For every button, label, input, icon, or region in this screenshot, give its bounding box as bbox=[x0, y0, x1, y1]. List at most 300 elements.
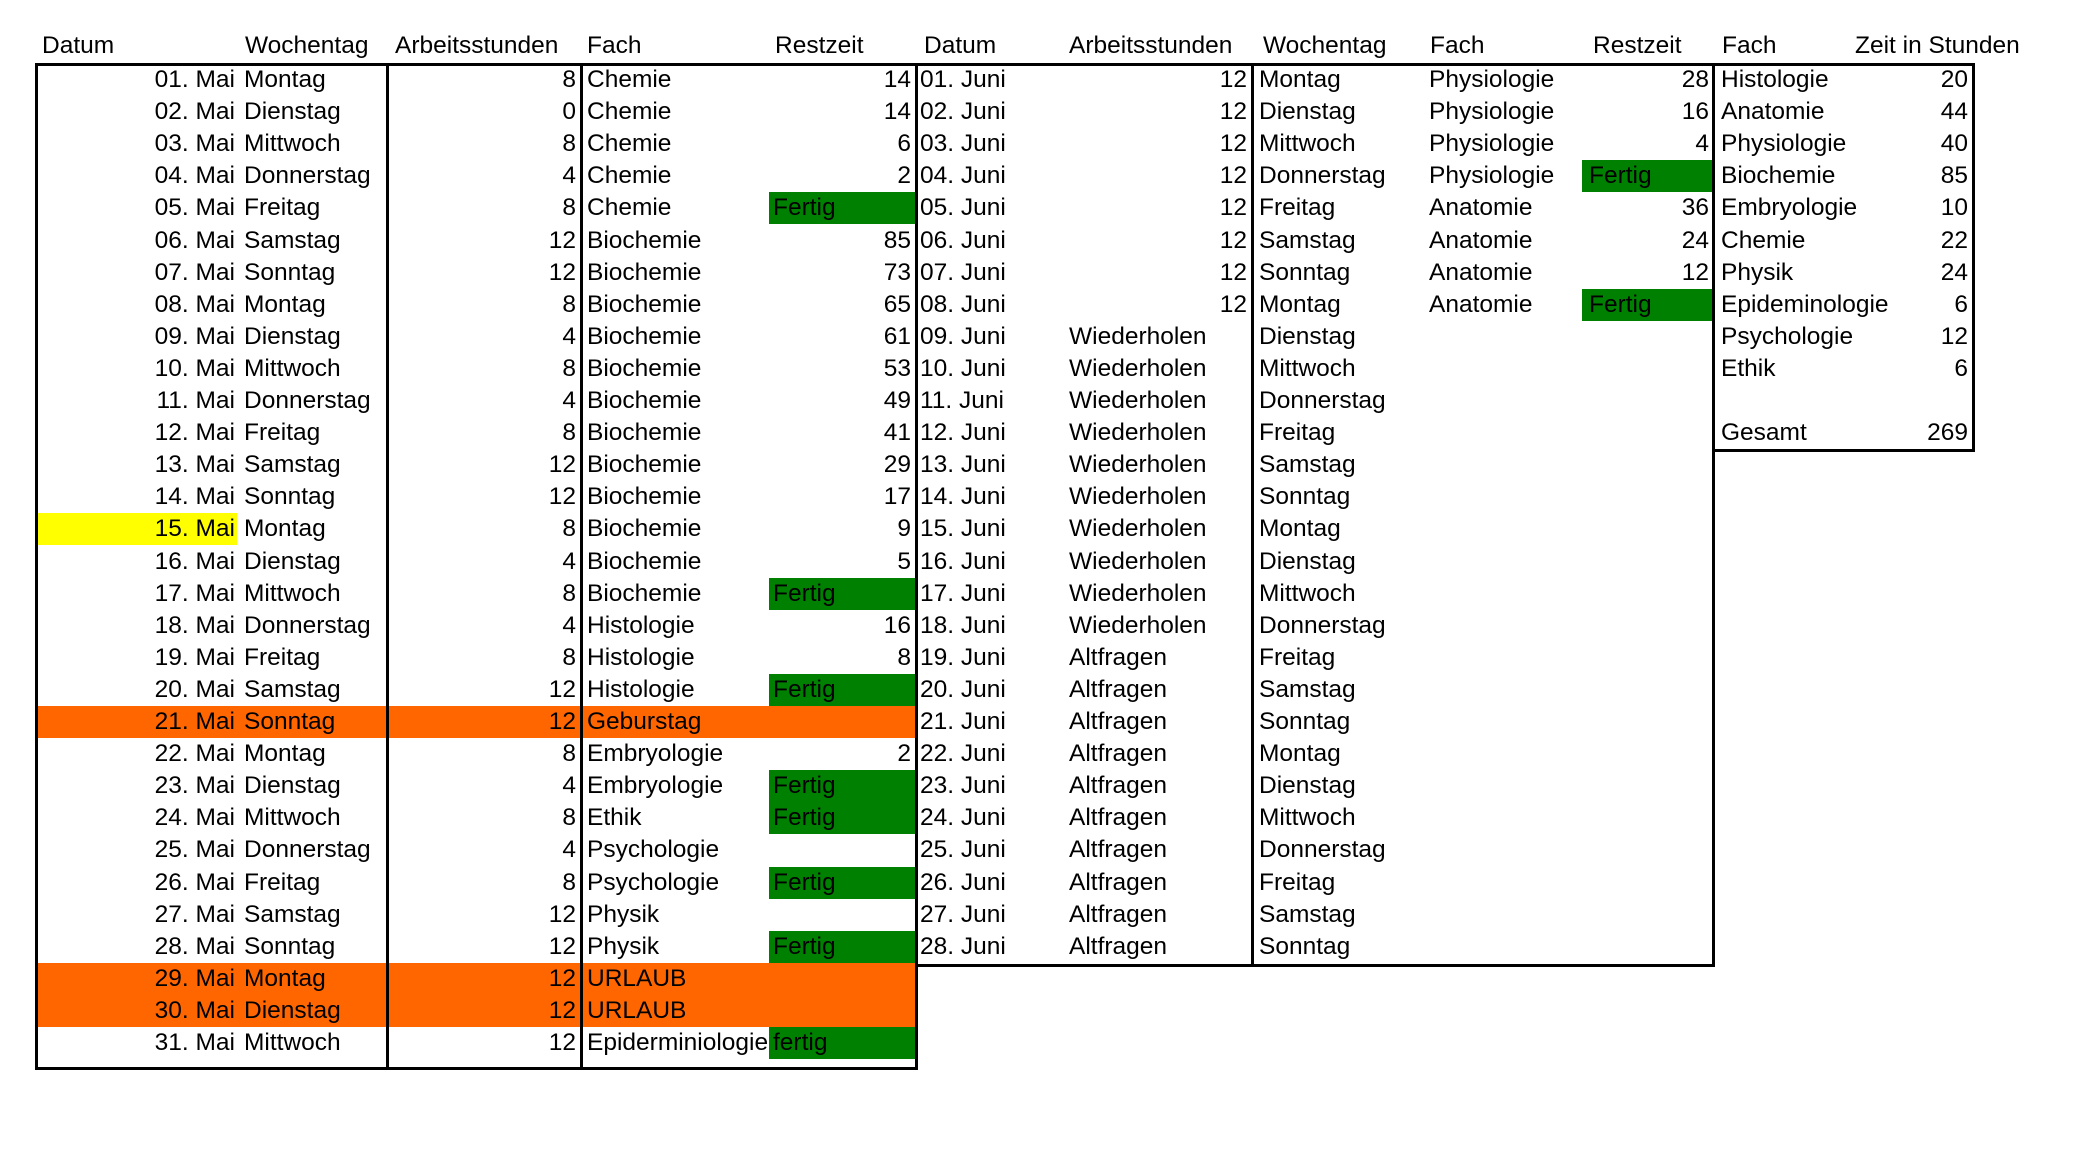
juni-restzeit-cell bbox=[1589, 610, 1709, 641]
juni-mid-cell: Altfragen bbox=[1069, 675, 1168, 703]
summary-fach-cell: Epideminologie bbox=[1721, 290, 1889, 318]
juni-fach-cell: Anatomie bbox=[1429, 226, 1533, 254]
mai-datum-cell: 08. Mai bbox=[154, 290, 235, 318]
juni-datum-cell: 17. Juni bbox=[920, 579, 1006, 607]
mai-datum-cell: 21. Mai bbox=[154, 708, 235, 735]
mai-fach-cell: Biochemie bbox=[587, 483, 702, 511]
mai-restzeit-cell: Fertig bbox=[773, 932, 836, 960]
mai-restzeit-cell: Fertig bbox=[773, 579, 836, 607]
mai-datum-cell: 13. Mai bbox=[154, 451, 235, 479]
mai-datum-cell: 05. Mai bbox=[154, 194, 235, 222]
mai-fach-cell: Ethik bbox=[587, 804, 642, 832]
mai-header-datum: Datum bbox=[42, 32, 115, 59]
mai-stunden-cell: 4 bbox=[562, 322, 576, 350]
mai-table-right-border bbox=[915, 63, 918, 1070]
mai-datum-cell: 25. Mai bbox=[154, 836, 235, 864]
juni-restzeit-cell bbox=[1589, 642, 1709, 673]
summary-zeit-cell: 24 bbox=[1940, 258, 1968, 286]
juni-restzeit-cell: 12 bbox=[1681, 258, 1709, 286]
juni-mid-cell: Altfragen bbox=[1069, 740, 1168, 768]
mai-restzeit-cell: 16 bbox=[883, 611, 911, 639]
juni-fach-cell bbox=[1429, 867, 1579, 898]
mai-fach-cell: Biochemie bbox=[587, 419, 702, 447]
mai-wochentag-cell: Freitag bbox=[244, 419, 321, 447]
juni-datum-cell: 21. Juni bbox=[920, 708, 1006, 735]
mai-restzeit-cell: 61 bbox=[883, 322, 911, 350]
mai-wochentag-cell: Samstag bbox=[244, 226, 341, 254]
mai-wochentag-cell: Samstag bbox=[244, 900, 341, 928]
juni-datum-cell: 22. Juni bbox=[920, 740, 1006, 768]
mai-fach-cell: Chemie bbox=[587, 66, 672, 93]
mai-fach-cell: Histologie bbox=[587, 643, 695, 671]
juni-fach-cell bbox=[1429, 802, 1579, 833]
mai-datum-cell: 24. Mai bbox=[154, 804, 235, 832]
juni-mid-cell: 12 bbox=[1219, 98, 1247, 126]
mai-datum-cell: 11. Mai bbox=[156, 387, 235, 414]
juni-restzeit-cell: 28 bbox=[1681, 66, 1709, 93]
juni-wochentag-cell: Samstag bbox=[1259, 226, 1356, 254]
mai-stunden-cell: 12 bbox=[548, 675, 576, 703]
juni-wochentag-cell: Samstag bbox=[1259, 675, 1356, 703]
mai-stunden-cell: 0 bbox=[562, 98, 576, 126]
summary-total-value: 269 bbox=[1927, 419, 1968, 447]
juni-mid-cell: 12 bbox=[1219, 290, 1247, 318]
juni-table-divider bbox=[1251, 63, 1254, 967]
mai-fach-cell: Biochemie bbox=[587, 354, 702, 382]
juni-wochentag-cell: Freitag bbox=[1259, 194, 1336, 222]
mai-header-restzeit: Restzeit bbox=[775, 32, 864, 59]
juni-mid-cell: 12 bbox=[1219, 66, 1247, 93]
juni-datum-cell: 28. Juni bbox=[920, 932, 1006, 960]
summary-fach-cell: Biochemie bbox=[1721, 162, 1836, 190]
mai-stunden-cell: 12 bbox=[548, 258, 576, 286]
mai-datum-cell: 03. Mai bbox=[154, 130, 235, 158]
summary-header-fach: Fach bbox=[1722, 32, 1777, 59]
mai-wochentag-cell: Dienstag bbox=[244, 322, 341, 350]
mai-wochentag-cell: Sonntag bbox=[244, 708, 336, 735]
juni-datum-cell: 07. Juni bbox=[920, 258, 1006, 286]
juni-restzeit-cell bbox=[1589, 770, 1709, 801]
juni-mid-cell: Altfragen bbox=[1069, 772, 1168, 800]
summary-fach-cell: Embryologie bbox=[1721, 194, 1858, 222]
mai-wochentag-cell: Freitag bbox=[244, 643, 321, 671]
mai-fach-cell: Biochemie bbox=[587, 547, 702, 575]
mai-stunden-cell: 12 bbox=[548, 483, 576, 511]
mai-header-fach: Fach bbox=[587, 32, 642, 59]
mai-restzeit-cell: 49 bbox=[883, 387, 911, 414]
juni-datum-cell: 24. Juni bbox=[920, 804, 1006, 832]
juni-mid-cell: Altfragen bbox=[1069, 900, 1168, 928]
mai-header-arbeitsstunden: Arbeitsstunden bbox=[395, 32, 559, 59]
juni-restzeit-cell bbox=[1589, 481, 1709, 512]
mai-wochentag-cell: Samstag bbox=[244, 451, 341, 479]
mai-table-divider-2 bbox=[580, 63, 583, 1070]
juni-datum-cell: 16. Juni bbox=[920, 547, 1006, 575]
juni-mid-cell: Wiederholen bbox=[1069, 579, 1207, 607]
summary-table-right-border bbox=[1972, 63, 1975, 452]
summary-fach-cell: Ethik bbox=[1721, 354, 1776, 382]
mai-restzeit-cell: 9 bbox=[897, 515, 911, 543]
mai-datum-cell: 17. Mai bbox=[154, 579, 235, 607]
summary-zeit-cell: 10 bbox=[1940, 194, 1968, 222]
mai-stunden-cell: 8 bbox=[562, 419, 576, 447]
juni-fach-cell bbox=[1429, 417, 1579, 448]
mai-restzeit-cell bbox=[773, 899, 913, 930]
mai-stunden-cell: 12 bbox=[548, 900, 576, 928]
juni-restzeit-cell bbox=[1589, 578, 1709, 609]
mai-fach-cell: Psychologie bbox=[587, 868, 720, 896]
juni-table-top-border bbox=[915, 63, 1715, 66]
juni-fach-cell bbox=[1429, 610, 1579, 641]
juni-wochentag-cell: Sonntag bbox=[1259, 258, 1351, 286]
juni-wochentag-cell: Freitag bbox=[1259, 643, 1336, 671]
mai-restzeit-cell: 85 bbox=[883, 226, 911, 254]
mai-stunden-cell: 12 bbox=[548, 964, 576, 992]
juni-wochentag-cell: Samstag bbox=[1259, 451, 1356, 479]
mai-datum-cell: 15. Mai bbox=[154, 515, 235, 543]
juni-mid-cell: Altfragen bbox=[1069, 868, 1168, 896]
mai-stunden-cell: 8 bbox=[562, 290, 576, 318]
mai-fach-cell: Histologie bbox=[587, 611, 695, 639]
mai-wochentag-cell: Freitag bbox=[244, 194, 321, 222]
mai-fach-cell: Biochemie bbox=[587, 322, 702, 350]
mai-wochentag-cell: Samstag bbox=[244, 675, 341, 703]
juni-fach-cell bbox=[1429, 674, 1579, 705]
mai-stunden-cell: 8 bbox=[562, 643, 576, 671]
juni-datum-cell: 15. Juni bbox=[920, 515, 1006, 543]
mai-stunden-cell: 12 bbox=[548, 708, 576, 735]
juni-restzeit-cell bbox=[1589, 706, 1709, 737]
juni-wochentag-cell: Dienstag bbox=[1259, 547, 1356, 575]
mai-wochentag-cell: Dienstag bbox=[244, 772, 341, 800]
mai-datum-cell: 18. Mai bbox=[154, 611, 235, 639]
juni-wochentag-cell: Dienstag bbox=[1259, 772, 1356, 800]
mai-table-left-border bbox=[35, 63, 38, 1070]
mai-datum-cell: 30. Mai bbox=[154, 996, 235, 1024]
summary-zeit-cell: 6 bbox=[1954, 354, 1968, 382]
juni-mid-cell: Wiederholen bbox=[1069, 419, 1207, 447]
juni-restzeit-cell: Fertig bbox=[1589, 162, 1652, 190]
juni-mid-cell: Altfragen bbox=[1069, 804, 1168, 832]
mai-wochentag-cell: Montag bbox=[244, 964, 326, 992]
mai-wochentag-cell: Mittwoch bbox=[244, 579, 341, 607]
summary-header-zeit: Zeit in Stunden bbox=[1855, 32, 2020, 59]
juni-mid-cell: Altfragen bbox=[1069, 932, 1168, 960]
mai-fach-cell: Biochemie bbox=[587, 451, 702, 479]
summary-zeit-cell: 44 bbox=[1940, 98, 1968, 126]
juni-wochentag-cell: Montag bbox=[1259, 290, 1341, 318]
summary-fach-cell: Anatomie bbox=[1721, 98, 1825, 126]
juni-fach-cell bbox=[1429, 578, 1579, 609]
juni-header-datum: Datum bbox=[924, 32, 997, 59]
juni-fach-cell bbox=[1429, 513, 1579, 544]
mai-header-wochentag: Wochentag bbox=[245, 32, 369, 59]
mai-wochentag-cell: Dienstag bbox=[244, 547, 341, 575]
juni-fach-cell bbox=[1429, 481, 1579, 512]
summary-zeit-cell: 6 bbox=[1954, 290, 1968, 318]
mai-fach-cell: Chemie bbox=[587, 98, 672, 126]
juni-wochentag-cell: Montag bbox=[1259, 66, 1341, 93]
juni-datum-cell: 23. Juni bbox=[920, 772, 1006, 800]
juni-mid-cell: Wiederholen bbox=[1069, 387, 1207, 414]
juni-wochentag-cell: Mittwoch bbox=[1259, 804, 1356, 832]
juni-datum-cell: 05. Juni bbox=[920, 194, 1006, 222]
juni-restzeit-cell bbox=[1589, 353, 1709, 384]
juni-fach-cell: Anatomie bbox=[1429, 258, 1533, 286]
juni-fach-cell bbox=[1429, 353, 1579, 384]
mai-restzeit-cell: Fertig bbox=[773, 868, 836, 896]
juni-fach-cell: Physiologie bbox=[1429, 66, 1555, 93]
mai-restzeit-cell: 5 bbox=[897, 547, 911, 575]
juni-wochentag-cell: Montag bbox=[1259, 515, 1341, 543]
juni-restzeit-cell bbox=[1589, 417, 1709, 448]
juni-fach-cell bbox=[1429, 834, 1579, 865]
juni-wochentag-cell: Dienstag bbox=[1259, 98, 1356, 126]
mai-stunden-cell: 8 bbox=[562, 868, 576, 896]
juni-fach-cell bbox=[1429, 706, 1579, 737]
mai-restzeit-cell: 41 bbox=[883, 419, 911, 447]
mai-restzeit-cell: 2 bbox=[897, 740, 911, 768]
mai-datum-cell: 20. Mai bbox=[154, 675, 235, 703]
juni-fach-cell: Physiologie bbox=[1429, 130, 1555, 158]
juni-restzeit-cell bbox=[1589, 867, 1709, 898]
juni-fach-cell bbox=[1429, 931, 1579, 962]
mai-wochentag-cell: Montag bbox=[244, 66, 326, 93]
juni-datum-cell: 11. Juni bbox=[920, 387, 1004, 414]
juni-datum-cell: 02. Juni bbox=[920, 98, 1006, 126]
juni-restzeit-cell: 16 bbox=[1681, 98, 1709, 126]
juni-mid-cell: 12 bbox=[1219, 226, 1247, 254]
mai-datum-cell: 22. Mai bbox=[154, 740, 235, 768]
mai-wochentag-cell: Freitag bbox=[244, 868, 321, 896]
juni-mid-cell: Altfragen bbox=[1069, 643, 1168, 671]
mai-stunden-cell: 12 bbox=[548, 996, 576, 1024]
mai-restzeit-cell: 73 bbox=[883, 258, 911, 286]
mai-restzeit-cell: Fertig bbox=[773, 194, 836, 222]
juni-restzeit-cell: 36 bbox=[1681, 194, 1709, 222]
summary-zeit-cell: 85 bbox=[1940, 162, 1968, 190]
juni-table-bottom-border bbox=[915, 964, 1715, 967]
juni-wochentag-cell: Freitag bbox=[1259, 419, 1336, 447]
mai-fach-cell: Biochemie bbox=[587, 387, 702, 414]
juni-datum-cell: 10. Juni bbox=[920, 354, 1006, 382]
mai-fach-cell: Physik bbox=[587, 932, 660, 960]
juni-datum-cell: 18. Juni bbox=[920, 611, 1006, 639]
juni-fach-cell bbox=[1429, 642, 1579, 673]
mai-stunden-cell: 4 bbox=[562, 611, 576, 639]
mai-restzeit-cell: Fertig bbox=[773, 772, 836, 800]
mai-stunden-cell: 12 bbox=[548, 451, 576, 479]
juni-restzeit-cell: 4 bbox=[1695, 130, 1709, 158]
mai-stunden-cell: 8 bbox=[562, 130, 576, 158]
juni-wochentag-cell: Dienstag bbox=[1259, 322, 1356, 350]
mai-fach-cell: Histologie bbox=[587, 675, 695, 703]
mai-stunden-cell: 12 bbox=[548, 226, 576, 254]
mai-restzeit-cell: 53 bbox=[883, 354, 911, 382]
juni-fach-cell bbox=[1429, 738, 1579, 769]
mai-restzeit-cell: 6 bbox=[897, 130, 911, 158]
juni-mid-cell: Wiederholen bbox=[1069, 611, 1207, 639]
juni-datum-cell: 08. Juni bbox=[920, 290, 1006, 318]
juni-restzeit-cell bbox=[1589, 802, 1709, 833]
juni-datum-cell: 27. Juni bbox=[920, 900, 1006, 928]
juni-fach-cell: Physiologie bbox=[1429, 162, 1555, 190]
juni-restzeit-cell bbox=[1589, 738, 1709, 769]
mai-wochentag-cell: Donnerstag bbox=[244, 836, 371, 864]
juni-wochentag-cell: Mittwoch bbox=[1259, 130, 1356, 158]
mai-fach-cell: Chemie bbox=[587, 194, 672, 222]
mai-stunden-cell: 8 bbox=[562, 579, 576, 607]
mai-restzeit-cell: 14 bbox=[883, 66, 911, 93]
juni-datum-cell: 14. Juni bbox=[920, 483, 1006, 511]
mai-stunden-cell: 8 bbox=[562, 66, 576, 93]
mai-datum-cell: 28. Mai bbox=[154, 932, 235, 960]
juni-fach-cell bbox=[1429, 449, 1579, 480]
mai-fach-cell: Biochemie bbox=[587, 226, 702, 254]
juni-mid-cell: Wiederholen bbox=[1069, 451, 1207, 479]
mai-fach-cell: Psychologie bbox=[587, 836, 720, 864]
juni-wochentag-cell: Sonntag bbox=[1259, 932, 1351, 960]
summary-zeit-cell: 22 bbox=[1940, 226, 1968, 254]
summary-zeit-cell: 12 bbox=[1940, 322, 1968, 350]
juni-wochentag-cell: Freitag bbox=[1259, 868, 1336, 896]
mai-datum-cell: 16. Mai bbox=[154, 547, 235, 575]
mai-wochentag-cell: Sonntag bbox=[244, 258, 336, 286]
mai-fach-cell: Embryologie bbox=[587, 740, 724, 768]
mai-datum-cell: 26. Mai bbox=[154, 868, 235, 896]
juni-mid-cell: Wiederholen bbox=[1069, 354, 1207, 382]
juni-restzeit-cell: 24 bbox=[1681, 226, 1709, 254]
mai-restzeit-cell bbox=[773, 963, 913, 994]
mai-table-top-border bbox=[35, 63, 918, 66]
juni-wochentag-cell: Sonntag bbox=[1259, 483, 1351, 511]
juni-datum-cell: 03. Juni bbox=[920, 130, 1006, 158]
summary-fach-cell: Psychologie bbox=[1721, 322, 1854, 350]
juni-mid-cell: Wiederholen bbox=[1069, 547, 1207, 575]
juni-restzeit-cell bbox=[1589, 899, 1709, 930]
mai-stunden-cell: 12 bbox=[548, 1029, 576, 1056]
mai-fach-cell: Biochemie bbox=[587, 515, 702, 543]
mai-restzeit-cell: Fertig bbox=[773, 675, 836, 703]
juni-wochentag-cell: Donnerstag bbox=[1259, 387, 1386, 414]
juni-table-right-border bbox=[1712, 63, 1715, 967]
mai-table-divider-1 bbox=[386, 63, 389, 1070]
juni-header-arbeitsstunden: Arbeitsstunden bbox=[1069, 32, 1233, 59]
mai-datum-cell: 23. Mai bbox=[154, 772, 235, 800]
juni-restzeit-cell bbox=[1589, 449, 1709, 480]
mai-datum-cell: 14. Mai bbox=[154, 483, 235, 511]
mai-stunden-cell: 4 bbox=[562, 387, 576, 414]
mai-stunden-cell: 12 bbox=[548, 932, 576, 960]
juni-fach-cell bbox=[1429, 321, 1579, 352]
juni-restzeit-cell bbox=[1589, 834, 1709, 865]
mai-fach-cell: Chemie bbox=[587, 130, 672, 158]
juni-mid-cell: Wiederholen bbox=[1069, 515, 1207, 543]
mai-wochentag-cell: Donnerstag bbox=[244, 162, 371, 190]
mai-restzeit-cell bbox=[773, 706, 913, 737]
mai-datum-cell: 02. Mai bbox=[154, 98, 235, 126]
summary-fach-cell: Physiologie bbox=[1721, 130, 1847, 158]
mai-fach-cell: Epiderminiologie bbox=[587, 1029, 769, 1056]
mai-stunden-cell: 8 bbox=[562, 804, 576, 832]
juni-restzeit-cell bbox=[1589, 385, 1709, 416]
juni-wochentag-cell: Donnerstag bbox=[1259, 836, 1386, 864]
mai-fach-cell: Chemie bbox=[587, 162, 672, 190]
summary-table-bottom-border bbox=[1712, 449, 1975, 452]
mai-wochentag-cell: Mittwoch bbox=[244, 804, 341, 832]
mai-wochentag-cell: Montag bbox=[244, 740, 326, 768]
juni-datum-cell: 09. Juni bbox=[920, 322, 1006, 350]
mai-wochentag-cell: Mittwoch bbox=[244, 130, 341, 158]
juni-wochentag-cell: Donnerstag bbox=[1259, 611, 1386, 639]
mai-stunden-cell: 8 bbox=[562, 194, 576, 222]
juni-mid-cell: Altfragen bbox=[1069, 708, 1168, 735]
mai-restzeit-cell: fertig bbox=[773, 1029, 828, 1056]
juni-mid-cell: Wiederholen bbox=[1069, 322, 1207, 350]
summary-table-top-border bbox=[1712, 63, 1975, 66]
mai-stunden-cell: 4 bbox=[562, 836, 576, 864]
juni-mid-cell: Altfragen bbox=[1069, 836, 1168, 864]
mai-datum-cell: 06. Mai bbox=[154, 226, 235, 254]
mai-fach-cell: URLAUB bbox=[587, 964, 687, 992]
mai-fach-cell: Geburstag bbox=[587, 708, 702, 735]
juni-datum-cell: 01. Juni bbox=[920, 66, 1006, 93]
summary-fach-cell: Physik bbox=[1721, 258, 1794, 286]
mai-wochentag-cell: Montag bbox=[244, 290, 326, 318]
juni-fach-cell: Anatomie bbox=[1429, 290, 1533, 318]
summary-fach-cell: Chemie bbox=[1721, 226, 1806, 254]
mai-stunden-cell: 8 bbox=[562, 740, 576, 768]
juni-wochentag-cell: Donnerstag bbox=[1259, 162, 1386, 190]
mai-datum-cell: 09. Mai bbox=[154, 322, 235, 350]
mai-stunden-cell: 8 bbox=[562, 354, 576, 382]
juni-datum-cell: 20. Juni bbox=[920, 675, 1006, 703]
juni-wochentag-cell: Mittwoch bbox=[1259, 579, 1356, 607]
mai-datum-cell: 29. Mai bbox=[154, 964, 235, 992]
mai-restzeit-cell: 17 bbox=[883, 483, 911, 511]
juni-mid-cell: 12 bbox=[1219, 194, 1247, 222]
juni-header-restzeit: Restzeit bbox=[1593, 32, 1682, 59]
summary-zeit-cell: 40 bbox=[1940, 130, 1968, 158]
juni-wochentag-cell: Samstag bbox=[1259, 900, 1356, 928]
mai-wochentag-cell: Sonntag bbox=[244, 932, 336, 960]
mai-stunden-cell: 4 bbox=[562, 547, 576, 575]
mai-datum-cell: 31. Mai bbox=[154, 1029, 235, 1056]
mai-restzeit-cell: 14 bbox=[883, 98, 911, 126]
juni-restzeit-cell bbox=[1589, 546, 1709, 577]
juni-header-fach: Fach bbox=[1430, 32, 1485, 59]
juni-datum-cell: 06. Juni bbox=[920, 226, 1006, 254]
mai-datum-cell: 04. Mai bbox=[154, 162, 235, 190]
mai-fach-cell: URLAUB bbox=[587, 996, 687, 1024]
mai-restzeit-cell: Fertig bbox=[773, 804, 836, 832]
mai-wochentag-cell: Donnerstag bbox=[244, 611, 371, 639]
mai-table-bottom-border bbox=[35, 1067, 918, 1070]
mai-restzeit-cell: 65 bbox=[883, 290, 911, 318]
juni-restzeit-cell: Fertig bbox=[1589, 290, 1652, 318]
mai-restzeit-cell: 2 bbox=[897, 162, 911, 190]
mai-wochentag-cell: Montag bbox=[244, 515, 326, 543]
mai-fach-cell: Biochemie bbox=[587, 579, 702, 607]
mai-fach-cell: Biochemie bbox=[587, 258, 702, 286]
mai-datum-cell: 07. Mai bbox=[154, 258, 235, 286]
summary-fach-cell: Histologie bbox=[1721, 66, 1829, 93]
juni-wochentag-cell: Montag bbox=[1259, 740, 1341, 768]
juni-datum-cell: 19. Juni bbox=[920, 643, 1006, 671]
juni-header-wochentag: Wochentag bbox=[1263, 32, 1387, 59]
juni-restzeit-cell bbox=[1589, 931, 1709, 962]
juni-fach-cell bbox=[1429, 546, 1579, 577]
